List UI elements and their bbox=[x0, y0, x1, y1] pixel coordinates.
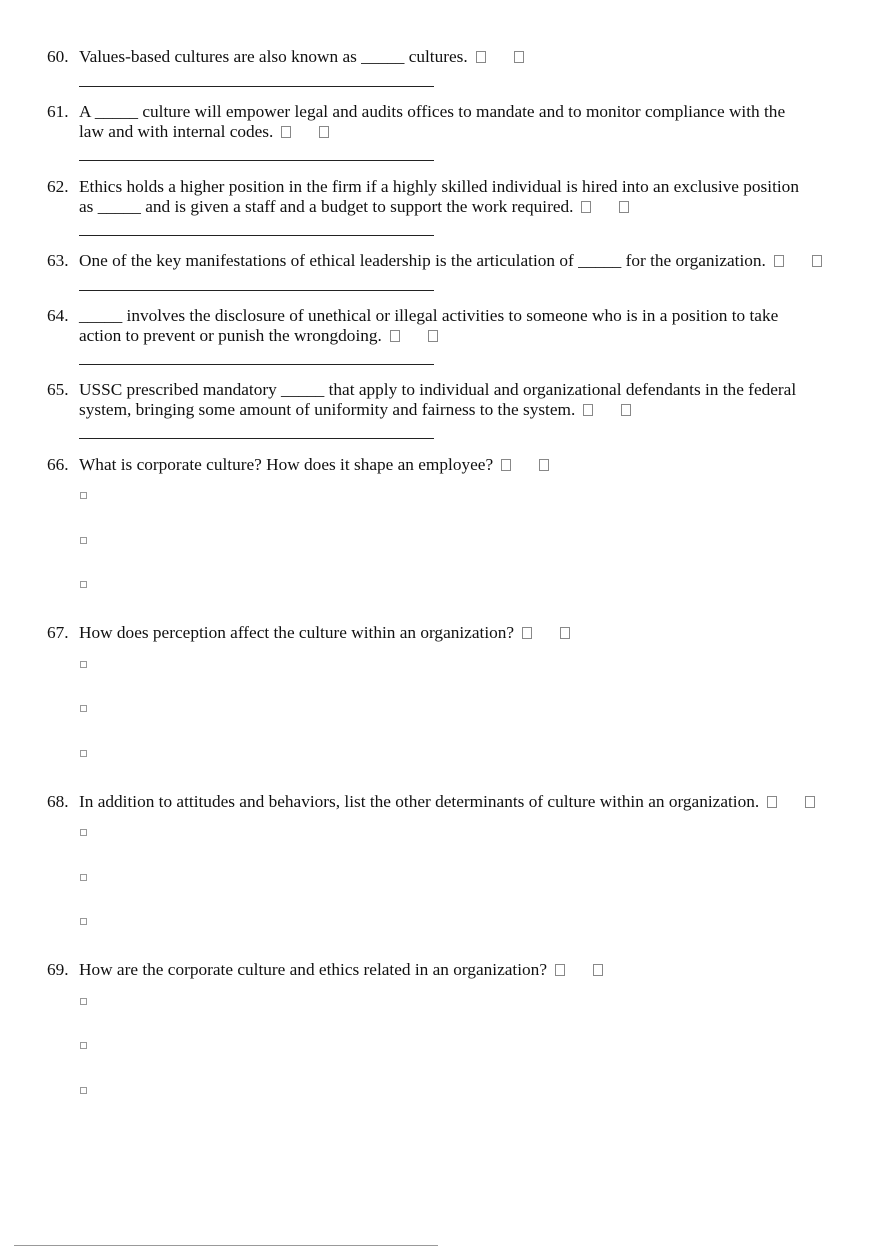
answer-blank-line[interactable] bbox=[79, 160, 434, 161]
checkbox-icon[interactable] bbox=[619, 201, 629, 213]
question-text: How are the corporate culture and ethics related in an organization? bbox=[79, 960, 847, 980]
answer-option-checkbox[interactable] bbox=[80, 492, 87, 499]
answer-blank-line[interactable] bbox=[79, 86, 434, 87]
checkbox-icon[interactable] bbox=[774, 255, 784, 267]
question-text: A _____ culture will empower legal and audits offices to mandate and to monitor compliance with the bbox=[79, 102, 786, 121]
checkbox-icon[interactable] bbox=[501, 459, 511, 471]
question-text: What is corporate culture? How does it shape an employee? bbox=[79, 455, 847, 475]
question-66 bbox=[47, 455, 847, 475]
answer-blank-line[interactable] bbox=[79, 290, 434, 291]
answer-blank-line[interactable] bbox=[79, 364, 434, 365]
answer-option-checkbox[interactable] bbox=[80, 705, 87, 712]
checkbox-icon[interactable] bbox=[560, 627, 570, 639]
question-number: 67. bbox=[47, 623, 69, 642]
checkbox-icon[interactable] bbox=[621, 404, 631, 416]
checkbox-icon[interactable] bbox=[390, 330, 400, 342]
question-text: In addition to attitudes and behaviors, list the other determinants of culture within an organization. bbox=[79, 792, 847, 812]
question-number: 69. bbox=[47, 960, 69, 979]
checkbox-icon[interactable] bbox=[583, 404, 593, 416]
checkbox-icon[interactable] bbox=[476, 51, 486, 63]
question-number: 62. bbox=[47, 177, 69, 196]
question-number: 63. bbox=[47, 251, 69, 270]
question-number: 65. bbox=[47, 380, 69, 399]
answer-option-checkbox[interactable] bbox=[80, 1087, 87, 1094]
question-text: Values-based cultures are also known as _____ cultures. bbox=[79, 47, 847, 67]
question-67 bbox=[47, 623, 847, 643]
question-63 bbox=[47, 251, 847, 271]
answer-blank-line[interactable] bbox=[79, 235, 434, 236]
question-text-line2: action to prevent or punish the wrongdoing. bbox=[79, 326, 847, 346]
checkbox-icon[interactable] bbox=[281, 126, 291, 138]
answer-option-checkbox[interactable] bbox=[80, 1042, 87, 1049]
answer-option-checkbox[interactable] bbox=[80, 537, 87, 544]
question-number: 68. bbox=[47, 792, 69, 811]
question-number: 61. bbox=[47, 102, 69, 121]
question-text: _____ involves the disclosure of unethical or illegal activities to someone who is in a position to take bbox=[79, 306, 779, 325]
question-number: 64. bbox=[47, 306, 69, 325]
checkbox-icon[interactable] bbox=[767, 796, 777, 808]
checkbox-icon[interactable] bbox=[319, 126, 329, 138]
checkbox-icon[interactable] bbox=[805, 796, 815, 808]
question-69 bbox=[47, 960, 847, 980]
question-text: Ethics holds a higher position in the firm if a highly skilled individual is hired into an exclusive position bbox=[79, 177, 799, 196]
answer-blank-line[interactable] bbox=[79, 438, 434, 439]
answer-option-checkbox[interactable] bbox=[80, 998, 87, 1005]
answer-option-checkbox[interactable] bbox=[80, 874, 87, 881]
question-text: USSC prescribed mandatory _____ that apply to individual and organizational defendants in the federal bbox=[79, 380, 797, 399]
checkbox-icon[interactable] bbox=[593, 964, 603, 976]
question-64 bbox=[47, 306, 847, 346]
question-number: 60. bbox=[47, 47, 69, 66]
checkbox-icon[interactable] bbox=[522, 627, 532, 639]
question-text-line2: system, bringing some amount of uniformity and fairness to the system. bbox=[79, 400, 847, 420]
question-68 bbox=[47, 792, 847, 812]
answer-option-checkbox[interactable] bbox=[80, 581, 87, 588]
checkbox-icon[interactable] bbox=[581, 201, 591, 213]
checkbox-icon[interactable] bbox=[428, 330, 438, 342]
question-65 bbox=[47, 380, 847, 420]
question-text: One of the key manifestations of ethical leadership is the articulation of _____ for the organization. bbox=[79, 251, 847, 271]
footnote-divider bbox=[14, 1245, 438, 1246]
checkbox-icon[interactable] bbox=[514, 51, 524, 63]
answer-option-checkbox[interactable] bbox=[80, 829, 87, 836]
answer-option-checkbox[interactable] bbox=[80, 750, 87, 757]
question-text-line2: law and with internal codes. bbox=[79, 122, 847, 142]
answer-option-checkbox[interactable] bbox=[80, 661, 87, 668]
question-number: 66. bbox=[47, 455, 69, 474]
checkbox-icon[interactable] bbox=[555, 964, 565, 976]
question-text: How does perception affect the culture within an organization? bbox=[79, 623, 847, 643]
question-60 bbox=[47, 47, 847, 67]
checkbox-icon[interactable] bbox=[812, 255, 822, 267]
answer-option-checkbox[interactable] bbox=[80, 918, 87, 925]
question-text-line2: as _____ and is given a staff and a budget to support the work required. bbox=[79, 197, 847, 217]
question-62 bbox=[47, 177, 847, 217]
checkbox-icon[interactable] bbox=[539, 459, 549, 471]
question-61 bbox=[47, 102, 847, 142]
